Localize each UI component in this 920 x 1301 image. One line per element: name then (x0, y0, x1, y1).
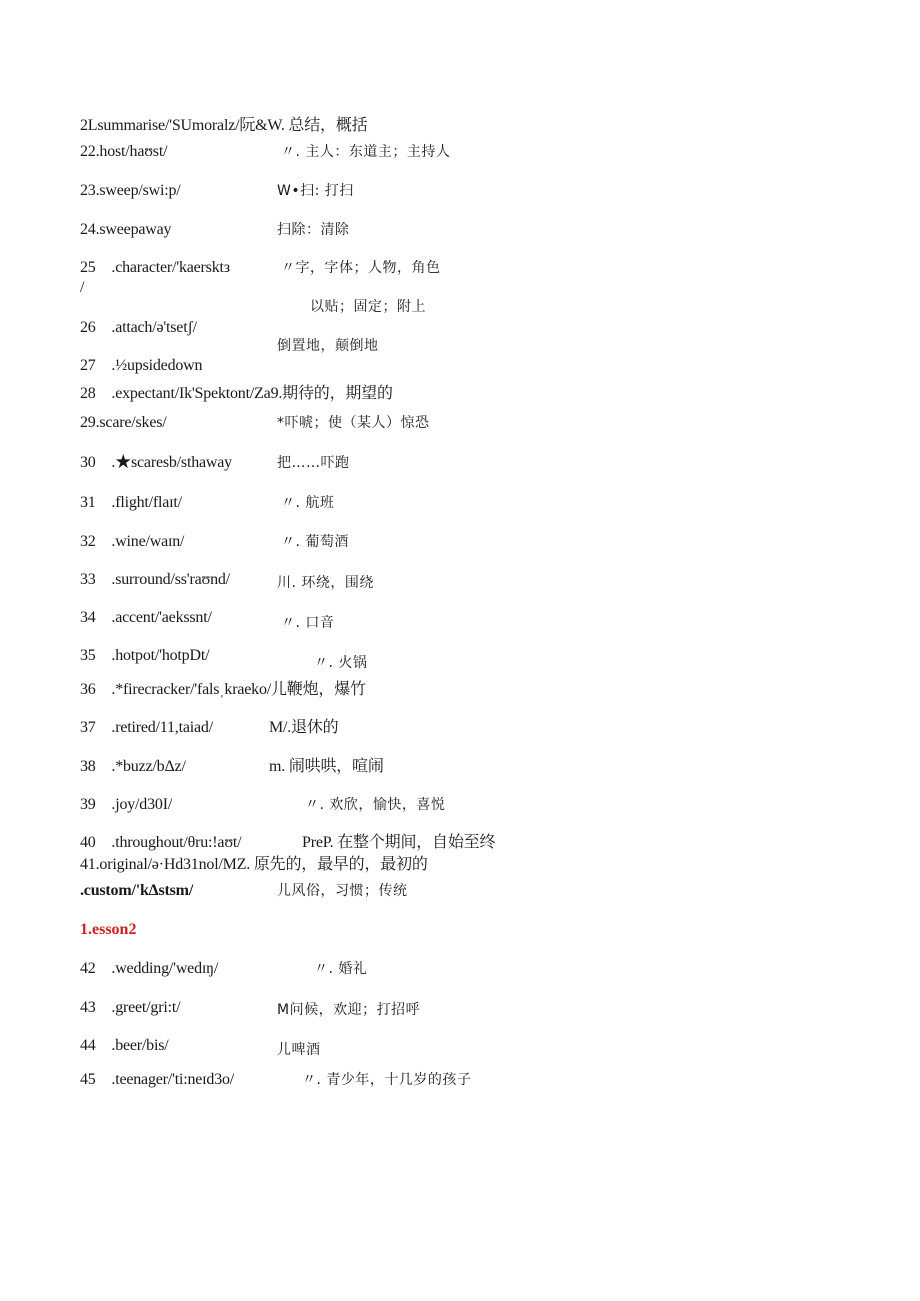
entry-34-word: 34 .accent/'aekssnt/ (80, 609, 212, 626)
entry-45-meaning: 〃. 青少年，十几岁的孩子 (302, 1072, 472, 1088)
entry-25-word-cont: / (80, 279, 85, 296)
entry-42-word: 42 .wedding/'wedɪŋ/ (80, 960, 219, 977)
entry-40-meaning: PreP. 在整个期间，自始至终 (302, 834, 496, 851)
entry-26-meaning: 以贴；固定；附上 (310, 299, 426, 315)
entry-26-word: 26 .attach/ə'tsetʃ/ (80, 319, 197, 336)
entry-24-word: 24.sweepaway (80, 221, 172, 238)
entry-30-meaning: 把……吓跑 (277, 455, 350, 471)
entry-41: 41.original/ə·Hd31nol/MZ. 原先的，最早的，最初的 (80, 856, 428, 873)
entry-27-meaning: 倒置地，颠倒地 (277, 338, 379, 354)
entry-35-word: 35 .hotpot/'hotpDt/ (80, 647, 210, 664)
entry-23-meaning: W•扫: 打扫 (277, 183, 354, 199)
entry-39-meaning: 〃. 欢欣，愉快，喜悦 (305, 797, 446, 813)
entry-31-meaning: 〃. 航班 (281, 495, 335, 511)
entry-custom-meaning: 儿风俗，习惯；传统 (277, 883, 408, 899)
entry-22-word: 22.host/haʊst/ (80, 143, 168, 160)
entry-39-word: 39 .joy/d30I/ (80, 796, 173, 813)
entry-custom-word: .custom/'kΔstsm/ (80, 882, 194, 899)
entry-38-word: 38 .*buzz/bΔz/ (80, 758, 186, 775)
entry-35-meaning: 〃. 火锅 (314, 655, 368, 671)
entry-25-word: 25 .character/'kaersktз (80, 259, 230, 276)
entry-42-meaning: 〃. 婚礼 (314, 961, 368, 977)
entry-34-meaning: 〃. 口音 (281, 615, 335, 631)
entry-27-word: 27 .½upsidedown (80, 357, 203, 374)
entry-44-meaning: 儿啤酒 (277, 1042, 321, 1058)
entry-38-meaning: m. 闹哄哄，喧闹 (269, 758, 384, 775)
entry-29-meaning: *吓唬；使（某人）惊恐 (277, 415, 430, 431)
entry-45-word: 45 .teenager/'ti:neɪd3o/ (80, 1071, 235, 1088)
entry-37-meaning: M/.退休的 (269, 719, 339, 736)
entry-23-word: 23.sweep/swi:p/ (80, 182, 181, 199)
entry-32-word: 32 .wine/waɪn/ (80, 533, 185, 550)
entry-33-meaning: 川. 环绕，围绕 (277, 575, 374, 591)
entry-44-word: 44 .beer/bis/ (80, 1037, 169, 1054)
entry-43-meaning: M问候，欢迎；打招呼 (277, 1002, 421, 1018)
entry-24-meaning: 扫除：清除 (277, 222, 350, 238)
entry-25-meaning: 〃字，字体；人物，角色 (281, 260, 441, 276)
entry-29-word: 29.scare/skes/ (80, 414, 167, 431)
entry-37-word: 37 .retired/11,taiad/ (80, 719, 213, 736)
entry-31-word: 31 .flight/flaɪt/ (80, 494, 182, 511)
entry-28: 28 .expectant/Ik'Spektont/Za9.期待的，期望的 (80, 385, 393, 402)
entry-43-word: 43 .greet/gri:t/ (80, 999, 181, 1016)
entry-21: 2Lsummarise/'SUmoralz/阮&W. 总结，概括 (80, 117, 368, 134)
section-heading-lesson2: 1.esson2 (80, 921, 137, 938)
entry-40-word: 40 .throughout/θru:!aʊt/ (80, 834, 242, 851)
entry-32-meaning: 〃. 葡萄酒 (281, 534, 349, 550)
entry-36: 36 .*firecracker/'falsˌkraeko/儿鞭炮，爆竹 (80, 681, 366, 698)
entry-33-word: 33 .surround/ss'raʊnd/ (80, 571, 230, 588)
entry-30-word: 30 .★scaresb/sthaway (80, 454, 232, 471)
entry-22-meaning: 〃. 主人：东道主；主持人 (281, 144, 451, 160)
